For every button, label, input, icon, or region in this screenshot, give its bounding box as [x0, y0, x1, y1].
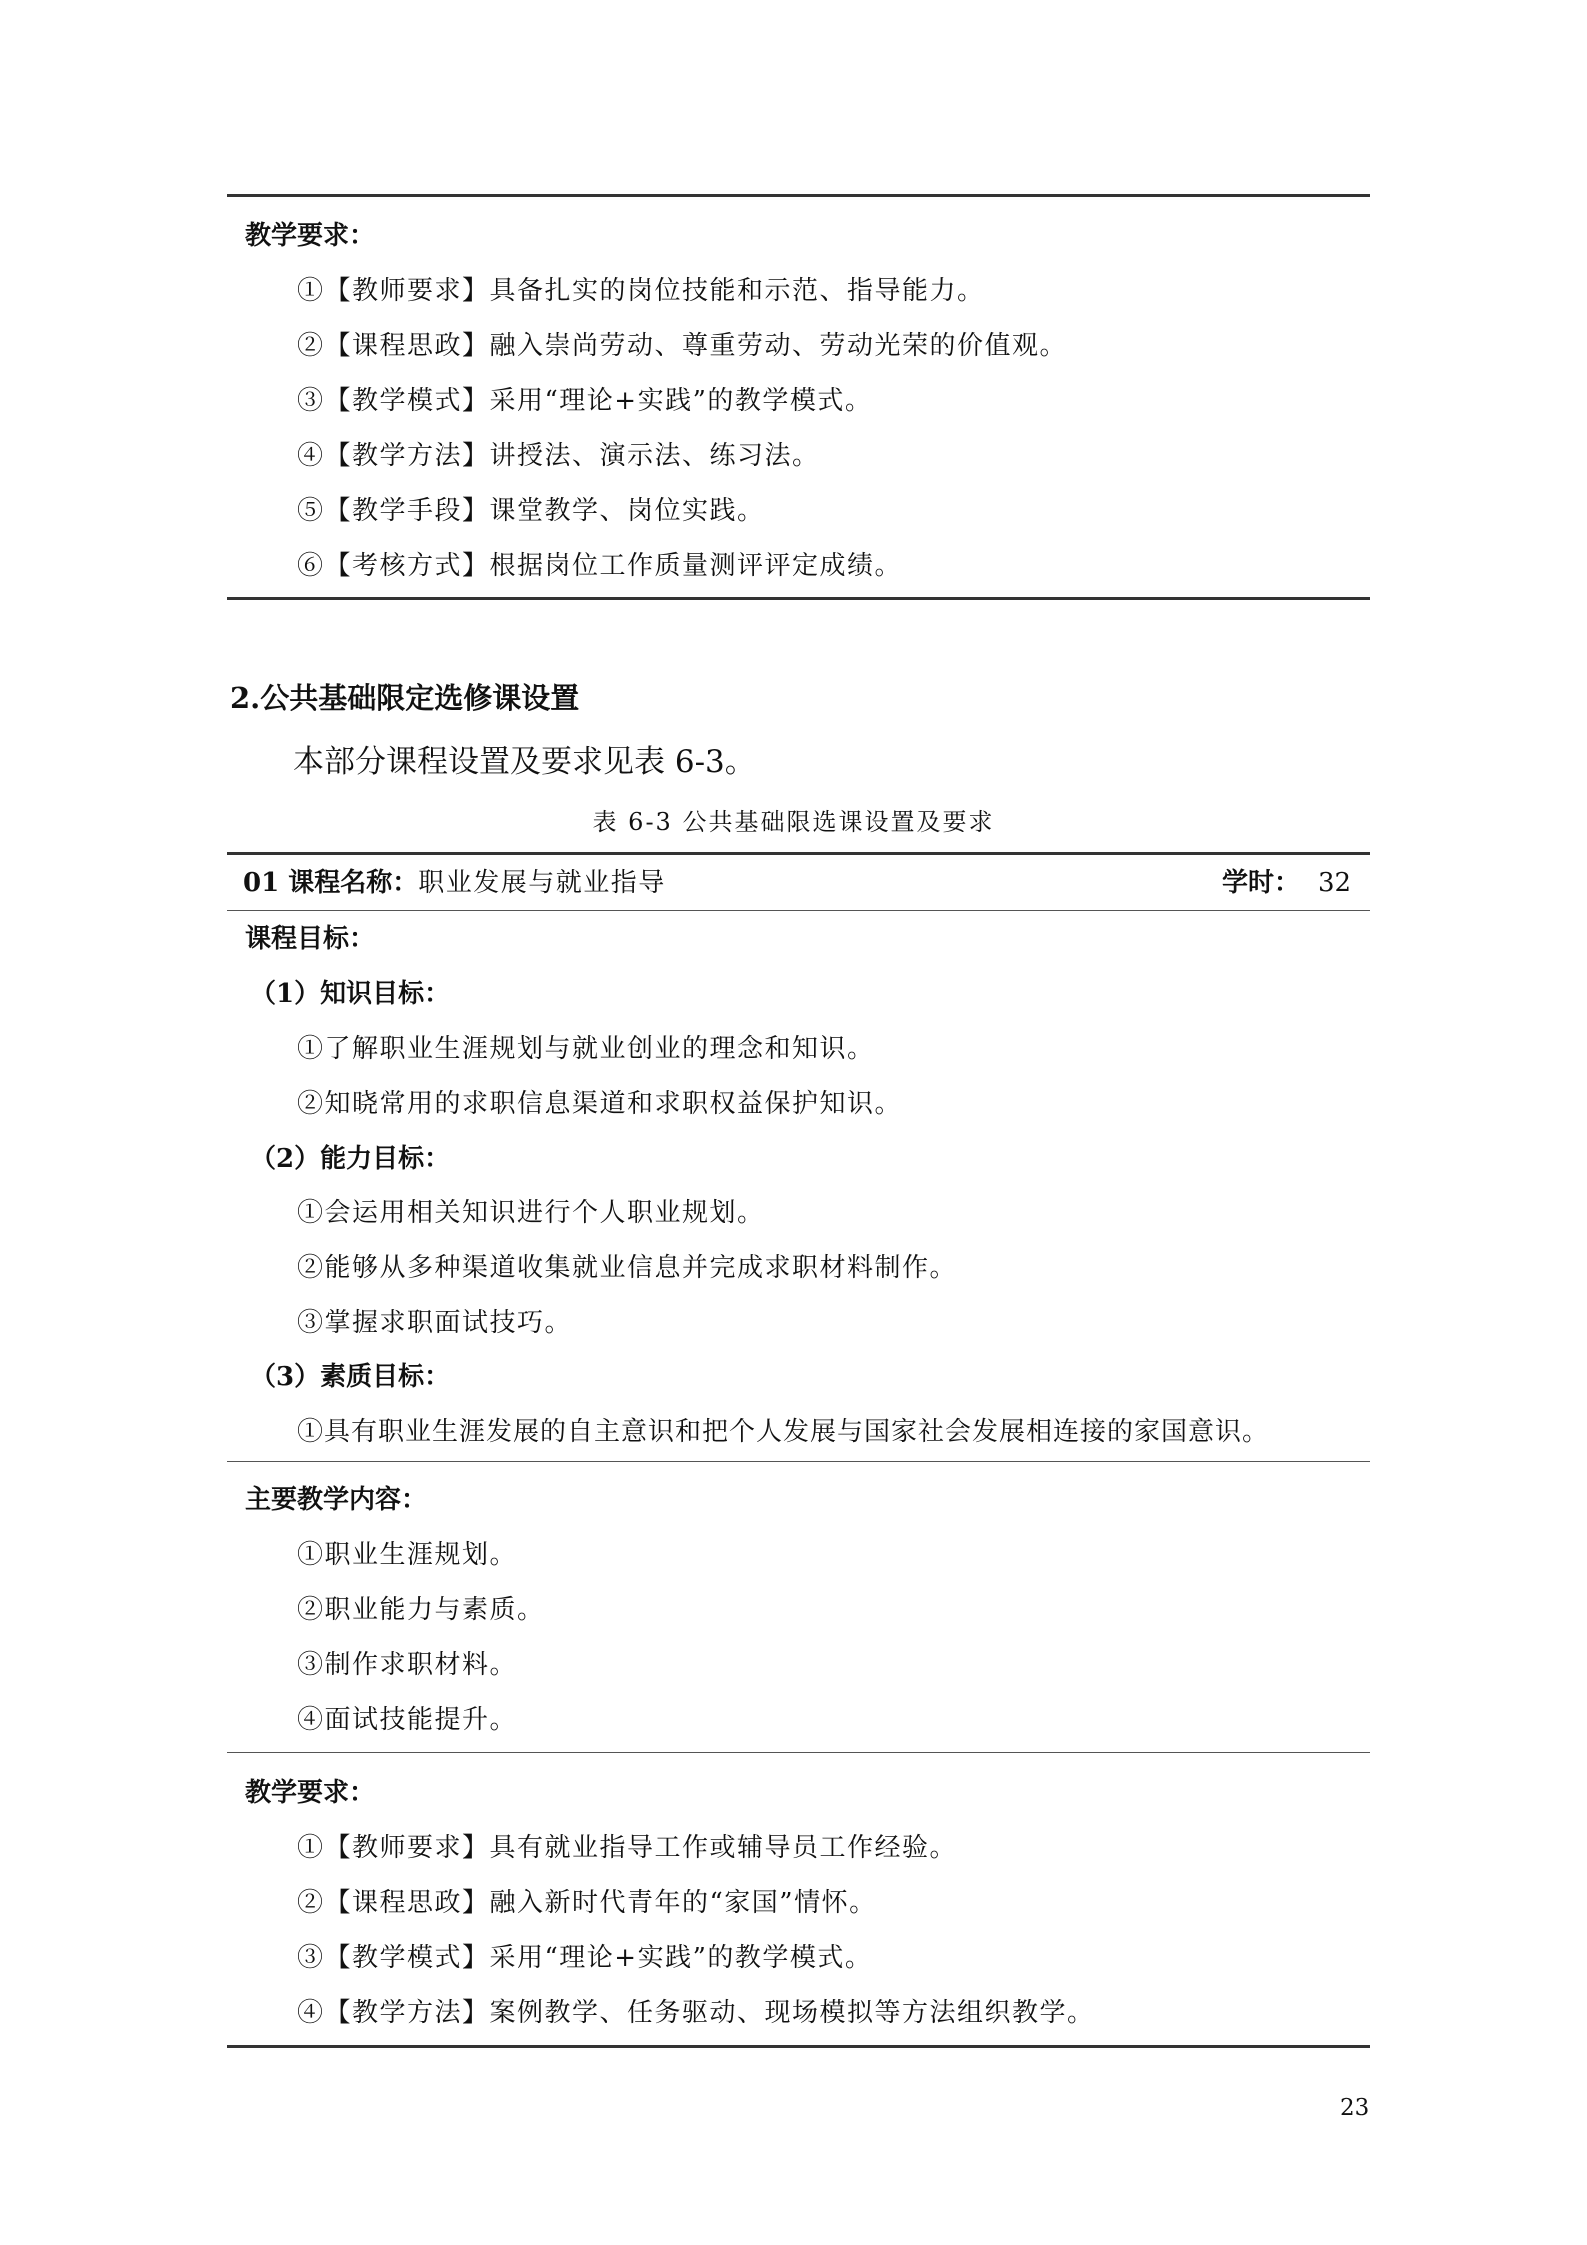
- content-item: ①职业生涯规划。: [297, 1540, 518, 1570]
- section-title: 2.公共基础限定选修课设置: [230, 681, 580, 715]
- section-intro: 本部分课程设置及要求见表 6-3。: [293, 744, 756, 780]
- course-hours: [1222, 862, 1351, 899]
- quality-goals-heading: （3）素质目标：: [250, 1362, 451, 1392]
- course-goals-heading: 课程目标：: [245, 924, 376, 954]
- ability-goals-heading: （2）能力目标：: [250, 1144, 451, 1174]
- row-divider: [227, 1752, 1370, 1753]
- hours-label: 学时：: [1222, 868, 1301, 898]
- row-divider: [227, 1461, 1370, 1462]
- course-name: 职业发展与就业指导: [418, 868, 666, 898]
- goal-item: ①会运用相关知识进行个人职业规划。: [297, 1198, 765, 1228]
- course-name-row: [243, 862, 666, 899]
- requirement-item: ②【课程思政】融入新时代青年的“家国”情怀。: [297, 1888, 877, 1918]
- requirement-item: ①【教师要求】具备扎实的岗位技能和示范、指导能力。: [297, 276, 985, 306]
- goal-item: ②能够从多种渠道收集就业信息并完成求职材料制作。: [297, 1253, 958, 1283]
- requirement-item: ④【教学方法】案例教学、任务驱动、现场模拟等方法组织教学。: [297, 1998, 1095, 2028]
- goal-item: ①具有职业生涯发展的自主意识和把个人发展与国家社会发展相连接的家国意识。: [297, 1417, 1270, 1447]
- requirement-item: ③【教学模式】采用“理论+实践”的教学模式。: [297, 1943, 873, 1973]
- content-item: ③制作求职材料。: [297, 1650, 518, 1680]
- requirement-item: ③【教学模式】采用“理论+实践”的教学模式。: [297, 386, 873, 416]
- teaching-requirements-heading: 教学要求：: [245, 221, 376, 251]
- goal-item: ②知晓常用的求职信息渠道和求职权益保护知识。: [297, 1089, 903, 1119]
- requirement-item: ⑥【考核方式】根据岗位工作质量测评评定成绩。: [297, 551, 903, 581]
- goal-item: ①了解职业生涯规划与就业创业的理念和知识。: [297, 1034, 875, 1064]
- row-divider: [227, 910, 1370, 911]
- main-content-heading: 主要教学内容：: [245, 1485, 428, 1515]
- page-number: 23: [1340, 2095, 1370, 2121]
- top-rule: [227, 194, 1370, 197]
- knowledge-goals-heading: （1）知识目标：: [250, 979, 451, 1009]
- teaching-requirements-heading: 教学要求：: [245, 1778, 376, 1808]
- content-item: ④面试技能提升。: [297, 1705, 518, 1735]
- content-item: ②职业能力与素质。: [297, 1595, 545, 1625]
- hours-value: 32: [1318, 868, 1352, 898]
- course-number-label: 01 课程名称：: [243, 868, 419, 898]
- requirement-item: ④【教学方法】讲授法、演示法、练习法。: [297, 441, 820, 471]
- table-top-rule: [227, 852, 1370, 855]
- requirement-item: ⑤【教学手段】课堂教学、岗位实践。: [297, 496, 765, 526]
- goal-item: ③掌握求职面试技巧。: [297, 1308, 573, 1338]
- block1-bottom-rule: [227, 597, 1370, 600]
- requirement-item: ②【课程思政】融入崇尚劳动、尊重劳动、劳动光荣的价值观。: [297, 331, 1068, 361]
- table-bottom-rule: [227, 2045, 1370, 2048]
- requirement-item: ①【教师要求】具有就业指导工作或辅导员工作经验。: [297, 1833, 958, 1863]
- table-caption: 表 6-3 公共基础限选课设置及要求: [592, 808, 995, 836]
